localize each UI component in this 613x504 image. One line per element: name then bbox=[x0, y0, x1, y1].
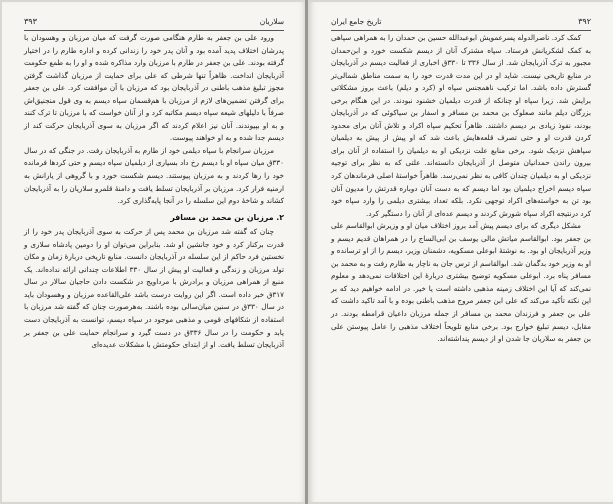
right-page bbox=[309, 2, 613, 502]
left-page bbox=[2, 2, 306, 502]
right-page-header bbox=[331, 14, 591, 31]
left-page-body bbox=[24, 32, 284, 352]
book-gutter bbox=[305, 0, 308, 504]
paragraph: مشکل دیگری که برای دیسم پیش آمد بروز اختلاف میان او و وزیرش ابوالقاسم علی بن جعفر بود. ابوالقاسم میاتش مالی یوسف بن ابی‌الساج را در همراهان قدیم دیسم و وزیر آذربایجان او بود. به نوشتهٔ ابوعلی مسکویه، دشمنان وزیر، دیسم را از او ترسانده و او به وزیر خود بدگمان شد. ابوالقاسم از ترس جان به ناچار به طارم رفت و به محمد بن مسافر پناه برد. ابوعلی مسکویه توضیح بیشتری دربارهٔ این اختلافات نمی‌دهد و معلوم نمی‌کند که آیا این اختلاف زمینه مذهبی داشته است یا خیر. در ادامه خواهیم دید که بر این نکته تأکید می‌کند که علی ابن جعفر مروج مذهب باطنی بوده و با آمد تاکید داشت که علی بن جعفر و فرزندان محمد بن مسافر از جمله مرزبان داعیان قرامطه بودند. در مقابل، دیسم تبلیغ خوارج بود. برخی منابع تلویحاً اختلاف مذهبی را عامل پیوستن علی بن جعفر به سلاریان جا شدن او از دیسم پنداشته‌اند. bbox=[331, 221, 591, 344]
running-head: تاریخ جامع ایران bbox=[331, 16, 382, 26]
page-number: ۳۹۲ bbox=[578, 16, 591, 26]
right-page-body bbox=[331, 32, 591, 346]
paragraph: کمک کرد. ناصرالدوله پسرعمویش ابوعبدالله حسین بن حمدان را به همراهی سپاهی به کمک لشکریانش فرستاد. سپاه مشترک آنان از دیسم شکست خورد و ابن‌حمدان مجبور به ترک آذربایجان شد. از سال ۳۳۶ تا ۳۳۰ق اخباری از فعالیت دیسم در آذربایجان در منابع تاریخی نیست. شاید او در این مدت قدرت خود را به سمت مناطق شمالی‌تر گسترش داده باشد. اما ترکیب ناهمجنس سپاه او (کرد و دیلم) باعث بروز مشکلاتی برایش شد. زیرا سپاه او چنانکه از قدرت دیلمیان خشنود نبودند. در این هنگام برخی بزرگان دیلم مانند صعلوک بن محمد بن مسافر و اسفار بن سیاکوئی که در آذربایجان بودند، نفوذ زیادی بر دیسم داشتند. ظاهراً تحکیم سپاه اکراد و تلاش آنان برای محدود کردن قدرت او و حتی تصرف قلعه‌هایش باعث شد که او پیش از پیش به دیلمیان سپاهش نزدیک شود. برخی منابع علت نزدیکی او به دیلمیان را استفاده از آنان برای بیرون راندن حمدانیان متوصل از آذربایجان دانسته‌اند. علتی که به نظر برای توجیه نزدیکی او به دیلمیان چندان کافی به نظر نمی‌رسد. ظاهراً خواستهٔ اصلی فرماندهان کرد سپاه دیسم اخراج دیلمیان بود اما دیسم که به دست آنان دوباره قدرتش را مدیون آنان بود تن به خواسته‌های اکراد توجهی نکرد. بلکه تعداد بیشتری دیلمی را وارد سپاه خود کرد درنتیجه اکراد سپاه شورش کردند و دیسم عده‌ای از آنان را دستگیر کرد. bbox=[331, 33, 591, 218]
paragraph: ورود علی بن جعفر به طارم هنگامی صورت گرفت که میان مرزبان و وهسودان با پدرشان اختلاف پدید آمده بود و آنان پدر خود را زندانی کرده و اداره طارم را در اختیار گرفته بودند. علی بن جعفر در طارم با مرزبان وارد مذاکره شده و او را به طمع حکومت آذربایجان انداخت. ظاهراً تنها شرطی که علی برای حمایت از مرزبان گذاشت گرفتن مجوز تبلیغ مذهب باطنی در آذربایجان بود که مرزبان با آن موافقت کرد. علی بن جعفر برای گرفتن تضمین‌های لازم از مرزبان با هم‌قسمان سپاه دیسم به وی قول منجنیق‌اش صرفاً با دلیلهای شیعه سپاه دیسم مکاتبه کرد و از آنان خواست که با مرزبان تا ترک کنند و به او بپیوندند. آنان نیز اعلام کردند که اگر مرزبان به سوی آذربایجان حرکت کند از دیسم جدا شده و به او خواهند پیوست. bbox=[24, 33, 284, 143]
section-title: ۲. مرزبان بن محمد بن مسافر bbox=[170, 212, 284, 222]
left-page-header bbox=[24, 14, 284, 31]
paragraph: مرزبان سرانجام با سپاه دیلمی خود از طارم به آذربایجان رفت. در جنگی که در سال ۳۳۰ق میان سپاه او با دیسم رخ داد بسیاری از دیلمیان سپاه دیسم و حتی کردها فرمانده خود را رها کردند و به مرزبان پیوستند. دیسم شکست خورد و با گروهی از یارانش به ارمنیه فرار کرد. مرزبان بر آذربایجان تسلط یافت و دامنهٔ قلمرو سلاریان را به آذربایجان کشاند و شاخهٔ دوم این سلسله را در آنجا پایه‌گذاری کرد. bbox=[24, 145, 284, 206]
running-head: سلاریان bbox=[259, 16, 284, 26]
page-number: ۳۹۳ bbox=[24, 16, 37, 26]
paragraph: چنان که گفته شد مرزبان بن محمد پس از حرکت به سوی آذربایجان پدر خود را از قدرت برکنار کرد و خود جانشین او شد. بنابراین می‌توان او را دومین پادشاه سلاری و نخستین فرد حاکم از این سلسله در آذربایجان دانست. منابع تاریخی دربارهٔ زمان و مکان تولد مرزبان و زندگی و فعالیت او پیش از سال ۳۳۰ اطلاعات چندانی ارائه نداده‌اند. یک منبع از همراهی مرزبان و برادرش با مرداویج در شکست دادن حاجیان سالار در سال ۳۱۷ق خبر داده است. اگر این روایت درست باشد علی‌القاعده مرزبان و وهسودان باید در سال ۳۳۰ق در سنین میان‌سالی بوده باشند. به‌هرصورت چنان که گفته شد مرزبان با استفاده از شکافهای قومی و مذهبی موجود در سپاه دیسم، توانست به آذربایجان دست یابد و حکومت را در سال ۳۳۶ق در دست گیرد و سرانجام حمایت علی بن جعفر بر آذربایجان تسلط یافت. او از ابتدای حکومتش با مشکلات عدیده‌ای bbox=[24, 227, 284, 350]
